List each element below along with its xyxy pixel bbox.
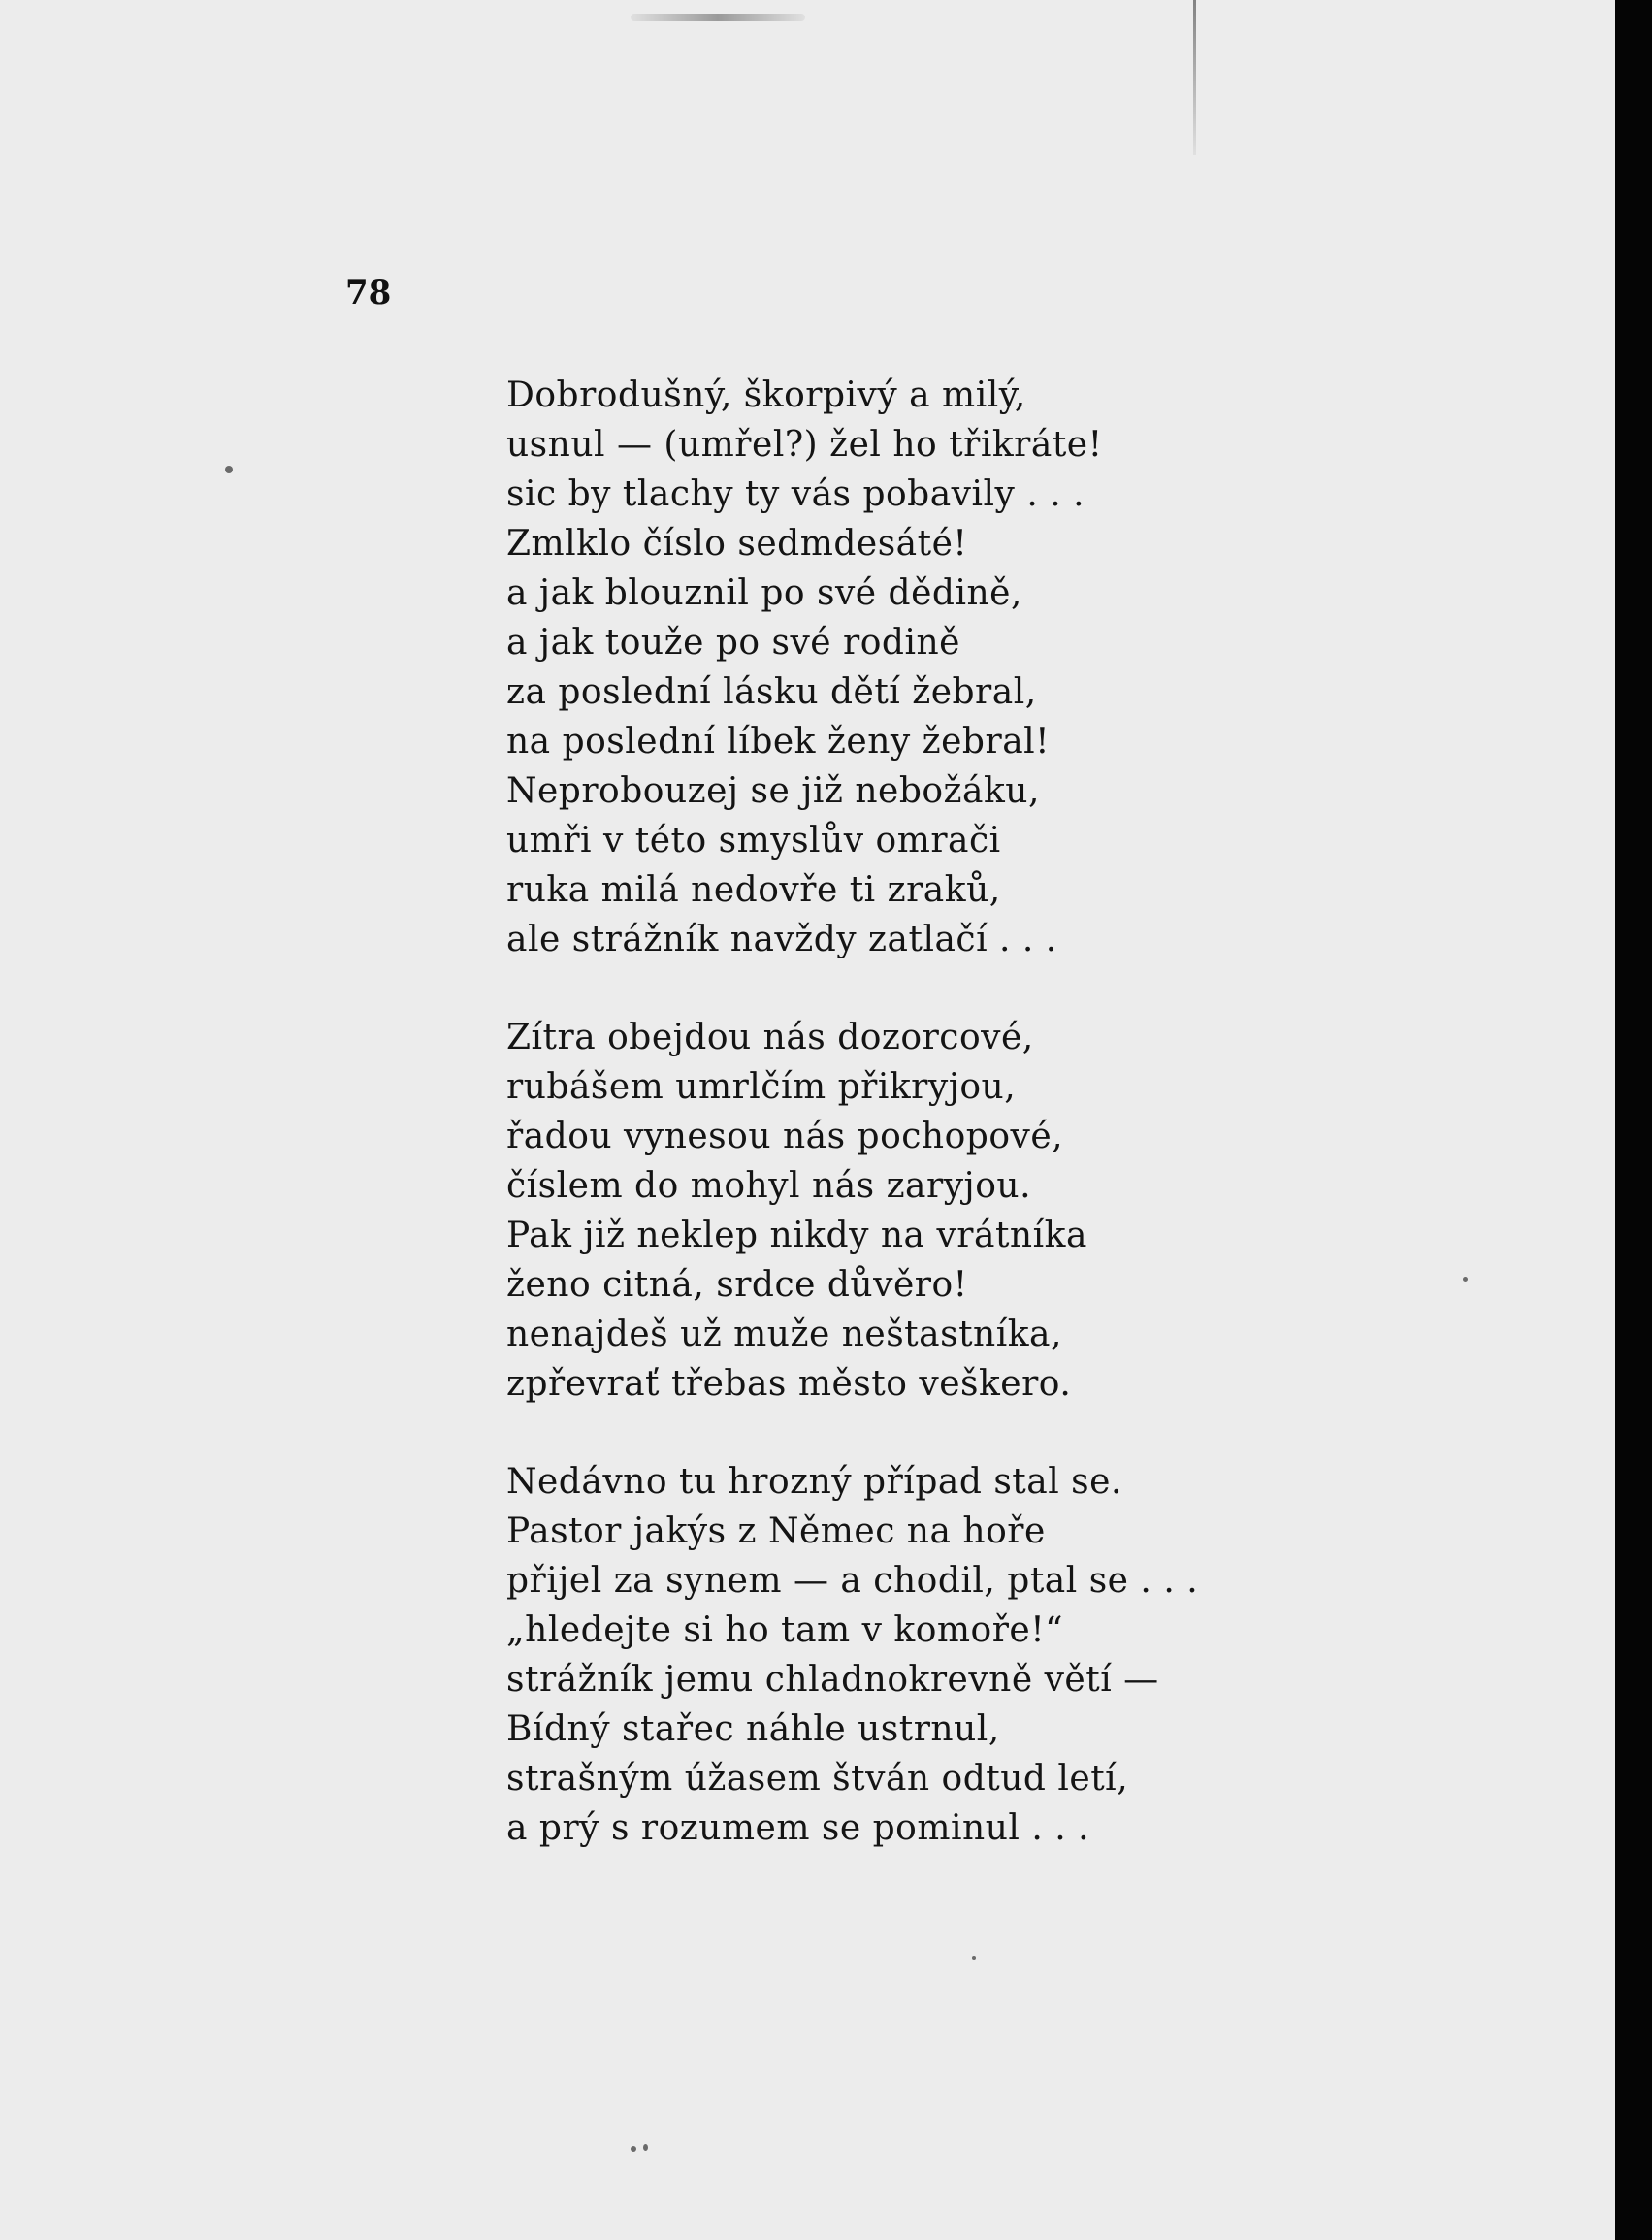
poem-line: řadou vynesou nás pochopové, bbox=[506, 1117, 1064, 1156]
stanza-1 bbox=[506, 371, 1573, 964]
poem-line: Nedávno tu hrozný případ stal se. bbox=[506, 1462, 1122, 1502]
poem-line: přijel za synem — a chodil, ptal se . . . bbox=[506, 1561, 1199, 1601]
poem-line: ruka milá nedovře ti zraků, bbox=[506, 870, 1001, 910]
poem-line: strážník jemu chladnokrevně větí — bbox=[506, 1660, 1159, 1700]
stanza-3 bbox=[506, 1457, 1573, 1853]
poem-line: nenajdeš už muže neštastníka, bbox=[506, 1315, 1062, 1354]
ink-speck bbox=[643, 2144, 648, 2151]
poem-line: a jak blouznil po své dědině, bbox=[506, 573, 1022, 613]
scan-smudge bbox=[631, 14, 805, 21]
poem-line: umři v této smyslův omrači bbox=[506, 821, 1001, 860]
page-fold-line bbox=[1193, 0, 1196, 155]
ink-speck bbox=[631, 2146, 636, 2152]
poem-line: Zmlklo číslo sedmdesáté! bbox=[506, 524, 968, 564]
poem-line: číslem do mohyl nás zaryjou. bbox=[506, 1166, 1032, 1206]
ink-speck bbox=[225, 466, 233, 473]
poem-line: „hledejte si ho tam v komoře!“ bbox=[506, 1610, 1064, 1650]
poem-line: strašným úžasem štván odtud letí, bbox=[506, 1759, 1129, 1799]
poem-line: Dobrodušný, škorpivý a milý, bbox=[506, 375, 1026, 415]
poem-line: zpřevrať třebas město veškero. bbox=[506, 1364, 1072, 1404]
poem-line: rubášem umrlčím přikryjou, bbox=[506, 1067, 1017, 1107]
scan-border bbox=[1615, 0, 1652, 2240]
poem-line: Zítra obejdou nás dozorcové, bbox=[506, 1018, 1034, 1057]
poem-line: ženo citná, srdce důvěro! bbox=[506, 1265, 968, 1305]
poem-line: ale strážník navždy zatlačí . . . bbox=[506, 920, 1057, 959]
poem-line: usnul — (umřel?) žel ho třikráte! bbox=[506, 425, 1103, 465]
ink-speck bbox=[972, 1956, 976, 1960]
poem bbox=[506, 371, 1573, 1901]
page-number: 78 bbox=[345, 274, 392, 312]
poem-line: Neprobouzej se již nebožáku, bbox=[506, 771, 1040, 811]
poem-line: Pastor jakýs z Němec na hoře bbox=[506, 1511, 1046, 1551]
poem-line: sic by tlachy ty vás pobavily . . . bbox=[506, 474, 1085, 514]
poem-line: na poslední líbek ženy žebral! bbox=[506, 722, 1051, 762]
poem-line: a jak touže po své rodině bbox=[506, 623, 960, 663]
poem-line: Bídný stařec náhle ustrnul, bbox=[506, 1709, 1000, 1749]
stanza-2 bbox=[506, 1013, 1573, 1409]
poem-line: a prý s rozumem se pominul . . . bbox=[506, 1808, 1090, 1848]
poem-line: Pak již neklep nikdy na vrátníka bbox=[506, 1216, 1087, 1255]
poem-line: za poslední lásku dětí žebral, bbox=[506, 672, 1037, 712]
